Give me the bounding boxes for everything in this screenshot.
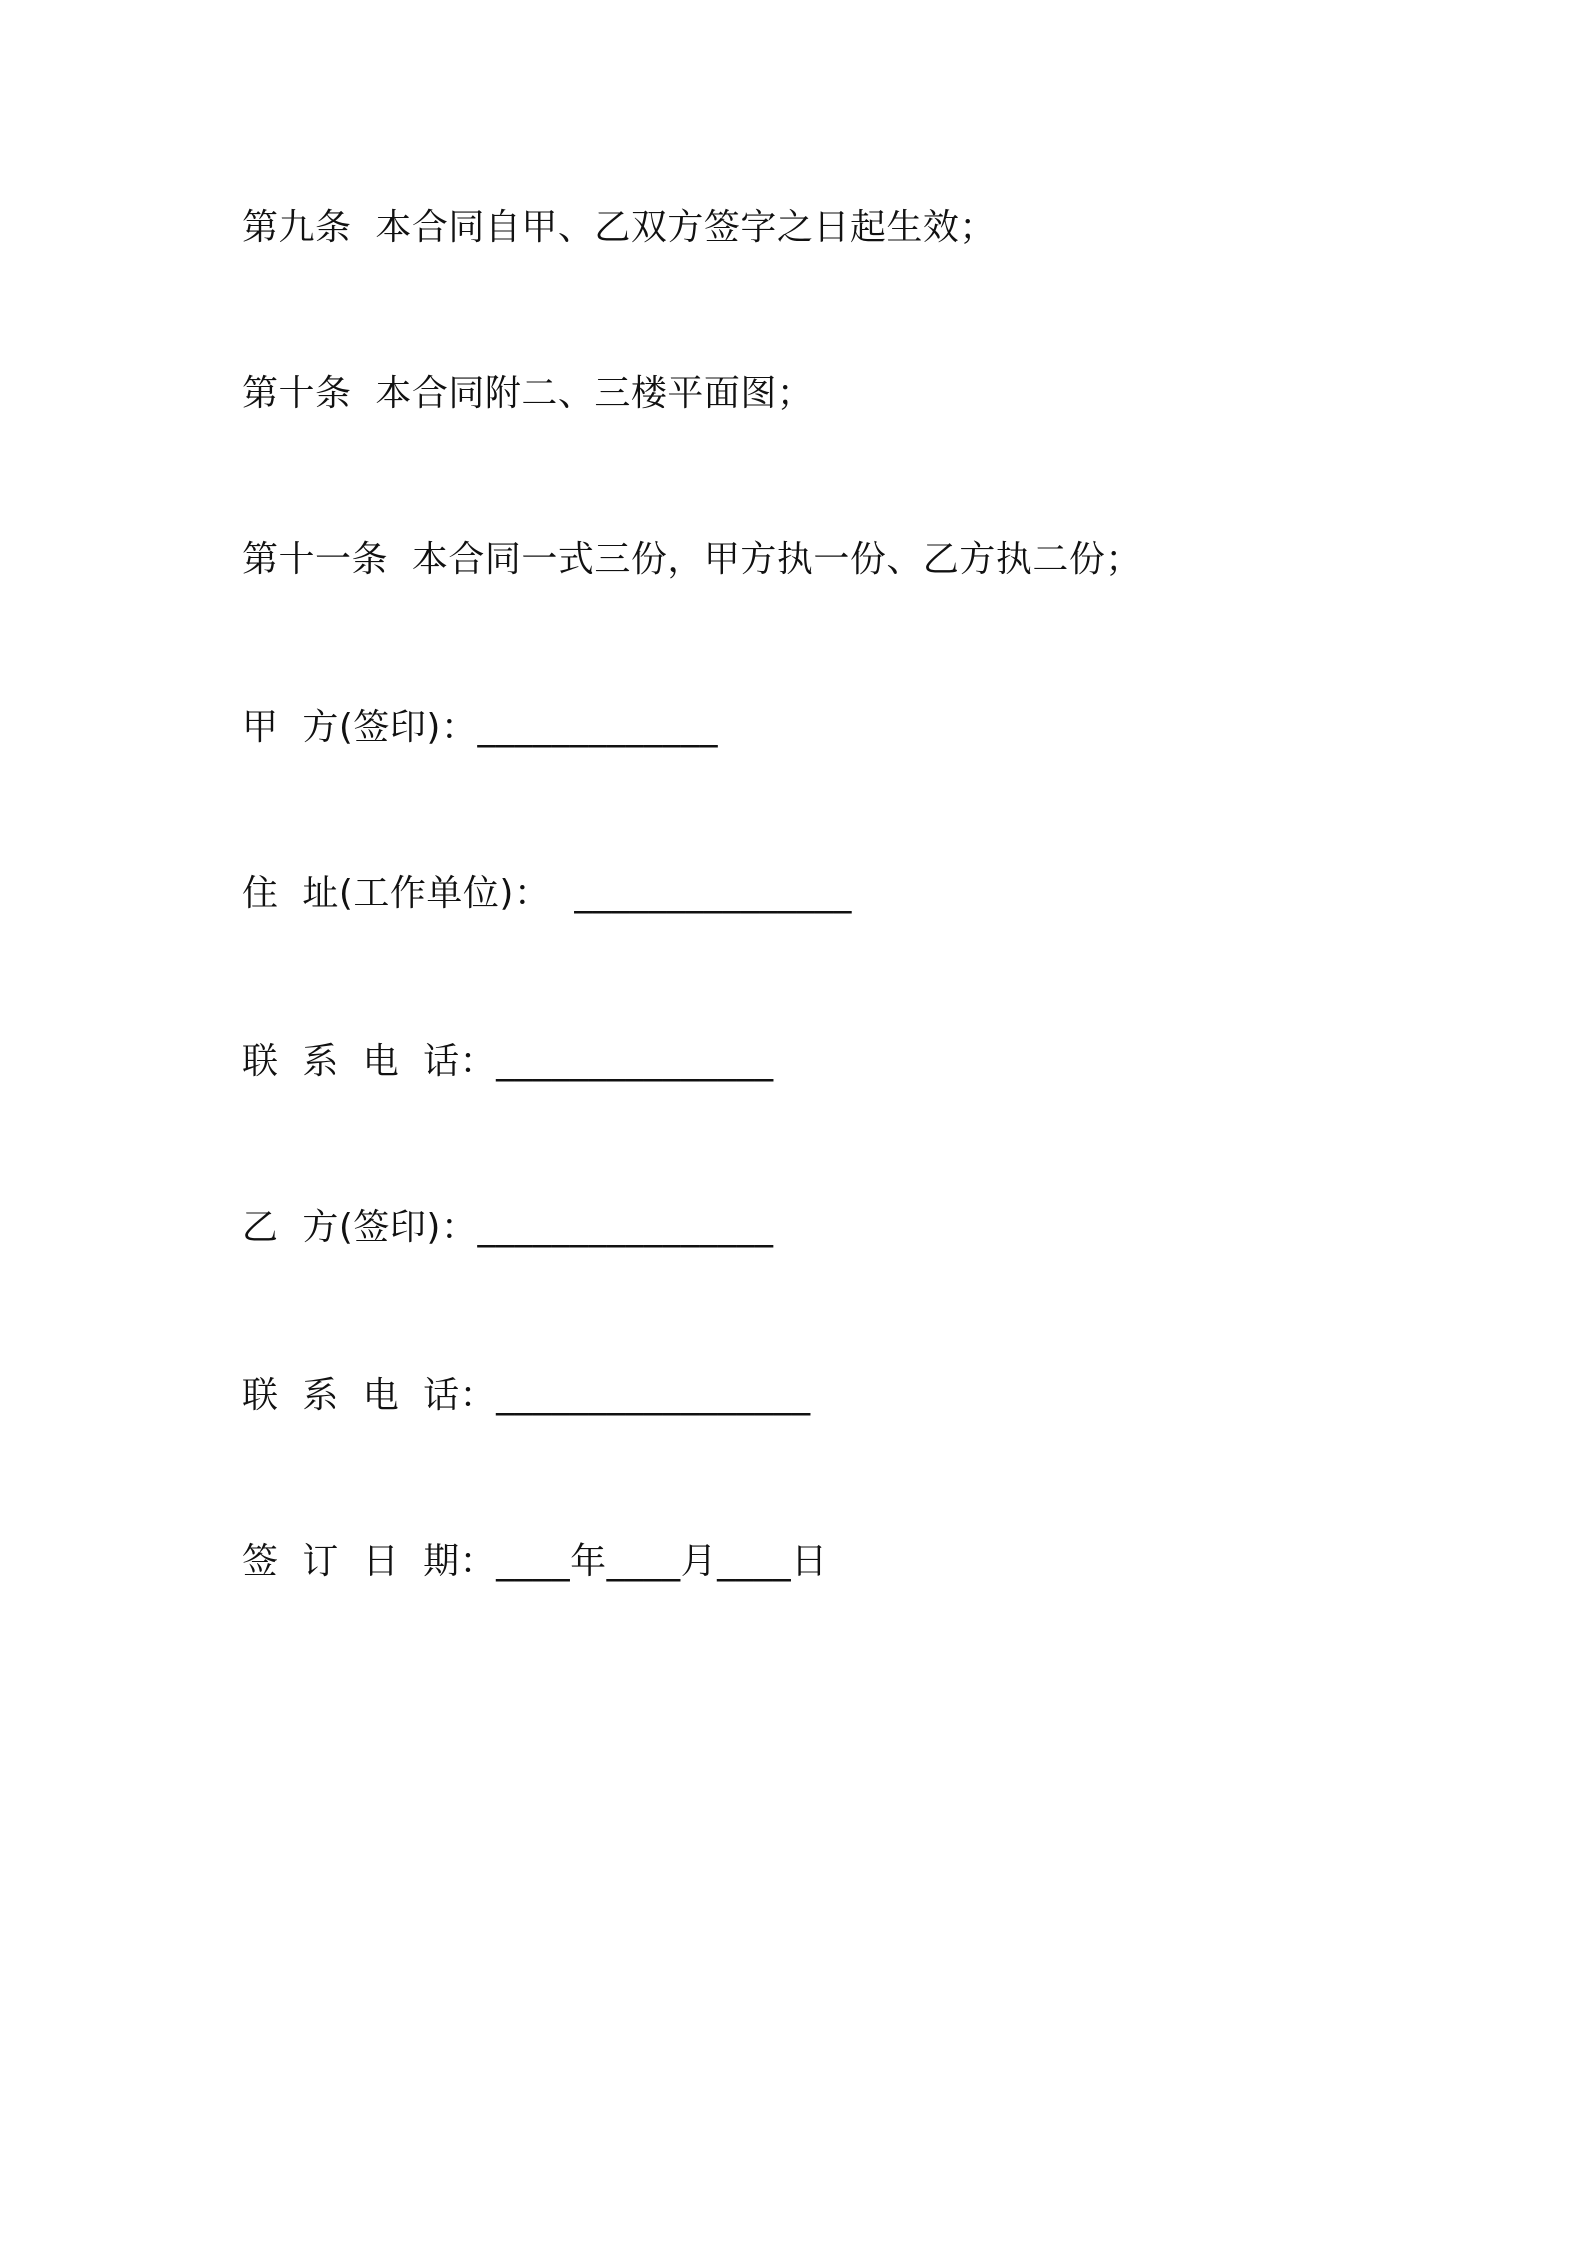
sign-date-line: 签 订 日 期：____年____月____日 bbox=[242, 1541, 828, 1582]
party-a-phone-line: 联 系 电 话：_______________ bbox=[242, 1041, 774, 1082]
clause-11: 第十一条 本合同一式三份，甲方执一份、乙方执二份； bbox=[242, 539, 1142, 580]
party-a-signature-line: 甲 方(签印)：_____________ bbox=[242, 707, 718, 748]
party-b-signature-line: 乙 方(签印)：________________ bbox=[242, 1207, 774, 1248]
address-line: 住 址(工作单位)： _______________ bbox=[242, 873, 852, 914]
clause-9: 第九条 本合同自甲、乙双方签字之日起生效； bbox=[242, 207, 996, 248]
clause-10: 第十条 本合同附二、三楼平面图； bbox=[242, 373, 814, 414]
party-b-phone-line: 联 系 电 话：_________________ bbox=[242, 1375, 811, 1416]
